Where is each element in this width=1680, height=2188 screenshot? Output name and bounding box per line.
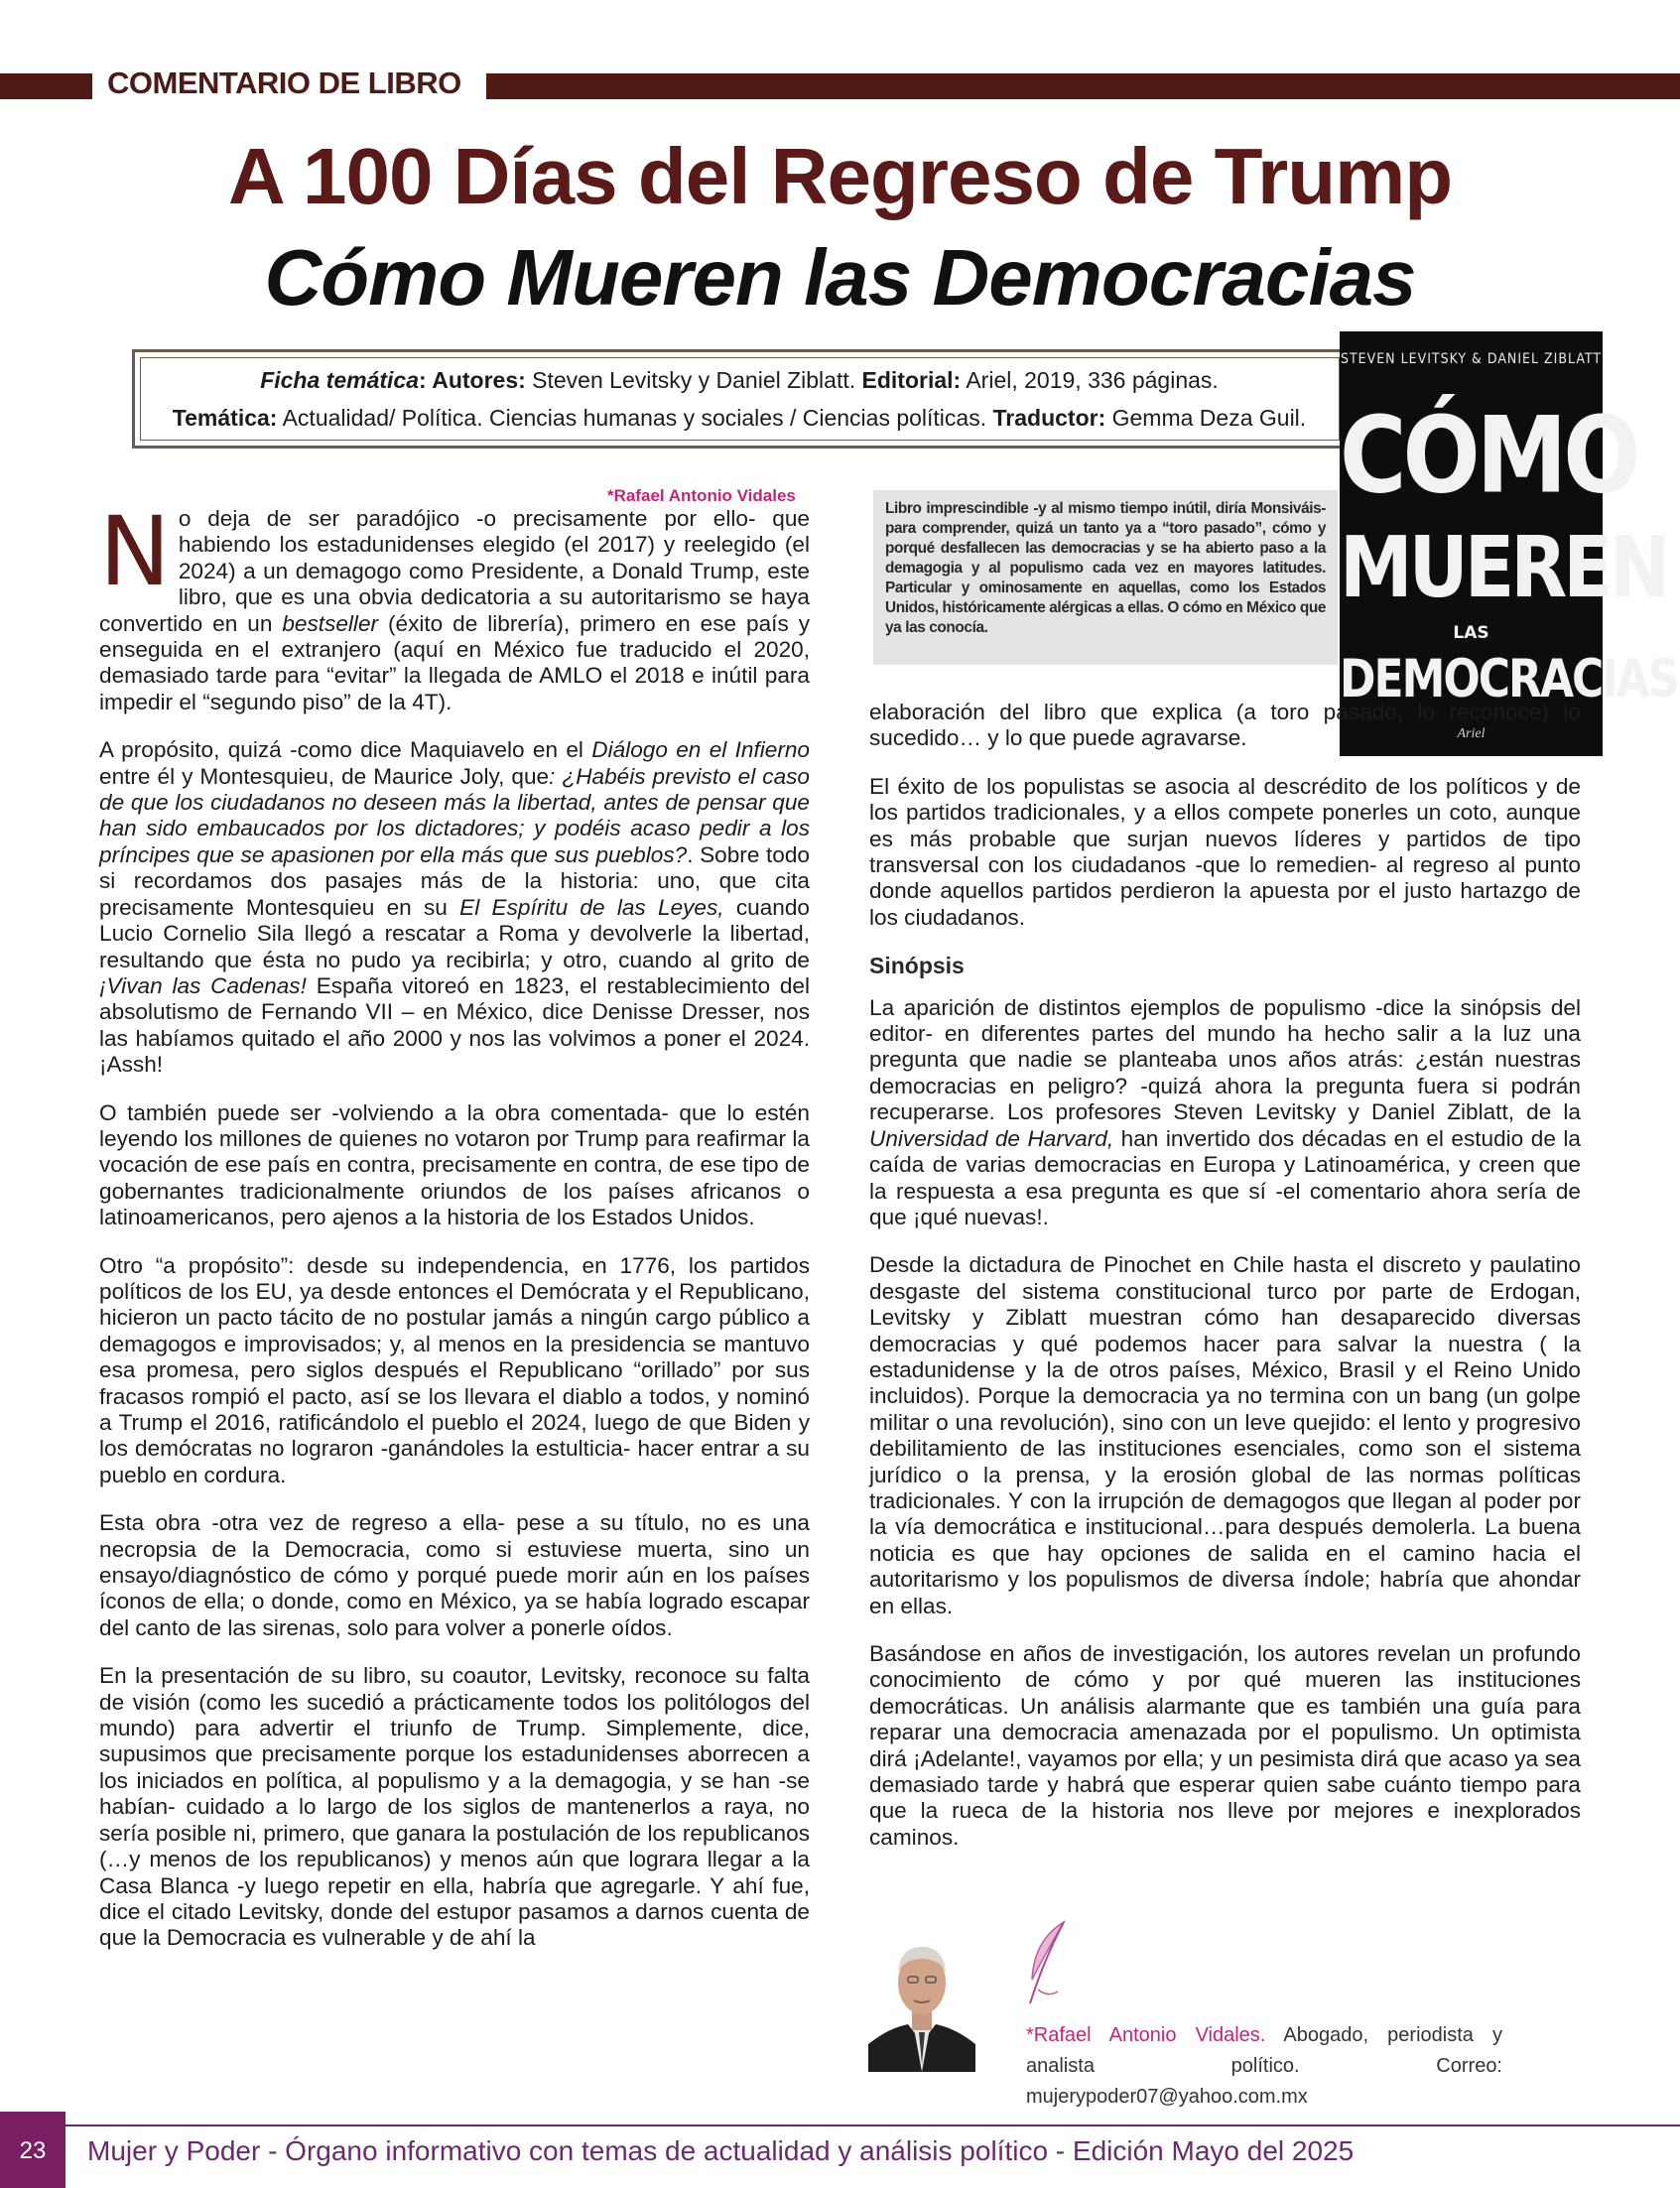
traductor-label: Traductor:: [992, 405, 1106, 431]
paragraph: Esta obra -otra vez de regreso a ella- pese a su título, no es una necropsia de la Democracia, como si estuviese muerta, sino un ensayo/diagnóstico de cómo y porqué puede morir aún en los países íconos de ella; o donde, como en México, ya se había logrado escapar del canto de las sirenas, solo para volver a ponerle oídos.: [99, 1510, 810, 1640]
left-column: [99, 496, 810, 1974]
cover-title-word-4: DEMOCRACIAS: [1340, 648, 1678, 709]
header-bar-left: [0, 73, 92, 99]
traductor-value: Gemma Deza Guil.: [1111, 405, 1307, 431]
paragraph: La aparición de distintos ejemplos de populismo -dice la sinópsis del editor- en diferentes partes del mundo ha hecho salir a la luz una pregunta que nadie se planteaba unos años atrás: ¿están nuestras democracias en peligro? -quizá ahora la pregunta fuera si podrán recuperarse. Los profesores Steven Levitsky y Daniel Ziblatt, de la Universidad de Harvard, han invertido dos décadas en el estudio de la caída de varias democracias en Europa y Latinoamérica, y creen que la respuesta a esa pregunta es que sí -el comentario ahora sería de que ¡qué nuevas!.: [869, 994, 1581, 1229]
feather-icon: [1024, 1920, 1072, 2009]
byline: *Rafael Antonio Vidales: [607, 486, 796, 505]
paragraph: En la presentación de su libro, su coautor, Levitsky, reconoce su falta de visión (como les sucedió a prácticamente todos los politólogos del mundo) para advertir el triunfo de Trump. Simplemente, dice, supusimos que precisamente porque los estadunidenses aborrecen a los iniciados en política, al populismo y a la demagogia, y se han -se habían- cuidado a lo largo de los siglos de mantenerlos a raya, no sería posible ni, primero, que ganara la postulación de los republicanos (…y menos de los republicanos) y menos aún que lograra llegar a la Casa Blanca -y luego repetir en ella, habría que agregarle. Y ahí fue, dice el citado Levitsky, donde del estupor pasamos a darnos cuenta de que la Democracia es vulnerable y de ahí la: [99, 1663, 810, 1951]
author-name: *Rafael Antonio Vidales.: [1026, 2024, 1266, 2046]
paragraph: El éxito de los populistas se asocia al descrédito de los políticos y de los partidos tradicionales, y a ellos compete ponerles un coto, aunque es más probable que surjan nuevos líderes y partidos de tipo transversal con los ciudadanos -que lo remedien- al regreso al punto donde aquellos partidos perdieron la apuesta por el justo hartazgo de los ciudadanos.: [869, 773, 1581, 930]
header-bar-right: [486, 73, 1680, 99]
editorial-value: Ariel, 2019, 336 páginas.: [966, 367, 1219, 393]
cover-publisher: Ariel: [1457, 726, 1486, 741]
footer-text: Mujer y Poder - Órgano informativo con temas de actualidad y análisis político - Edición Mayo del 2025: [87, 2135, 1355, 2166]
paragraph: elaboración del libro que explica (a toro pasado, lo reconoce) lo sucedido… y lo que puede agravarse.: [869, 700, 1581, 751]
ficha-line-1: Ficha temática: Autores: Steven Levitsky y Daniel Ziblatt. Editorial: Ariel, 2019, 336 páginas.: [260, 367, 1219, 393]
ficha-label: Ficha temática: [260, 367, 419, 393]
ficha-line-2: [139, 399, 1340, 437]
article-subtitle: Cómo Mueren las Democracias: [264, 233, 1416, 322]
paragraph: O también puede ser -volviendo a la obra comentada- que lo estén leyendo los millones de quienes no votaron por Trump para reafirmar la vocación de ese país en contra, precisamente en contra, de ese tipo de gobernantes tradicionalmente oriundos de los países africanos o latinoamericanos, pero ajenos a la historia de los Estados Unidos.: [99, 1099, 810, 1230]
author-description: Abogado, periodista y analista político. Correo: mujerypoder07@yahoo.com.mx: [1026, 2024, 1503, 2108]
editorial-label: Editorial:: [861, 367, 962, 393]
cover-authors: STEVEN LEVITSKY & DANIEL ZIBLATT: [1340, 351, 1603, 367]
autores-label: Autores:: [432, 367, 526, 393]
drop-cap: N: [99, 496, 171, 607]
cover-title-word-3: LAS: [1453, 623, 1489, 643]
paragraph: Desde la dictadura de Pinochet en Chile hasta el discreto y paulatino desgaste del sistema constitucional turco por parte de Erdogan, Levitsky y Ziblatt muestran cómo han desaparecido diversas democracias y qué podemos hacer para salvar la nuestra ( la estadunidense y la de otros países, México, Brasil y el Reino Unido incluidos). Porque la democracia ya no termina con un bang (un golpe militar o una revolución), sino con un leve quejido: el lento y progresivo debilitamiento de las instituciones esenciales, como son el sistema jurídico o la prensa, y la erosión global de las normas políticas tradicionales. Y con la irrupción de demagogos que llegan al poder por la vía democrática e institucional…para después demolerla. La buena noticia es que hay opciones de salida en el camino hacia el autoritarismo y los populismos de diversa índole; habría que ahondar en ellas.: [869, 1252, 1581, 1618]
cover-title-word-2: MUEREN: [1340, 518, 1667, 617]
article-title: A 100 Días del Regreso de Trump: [227, 132, 1453, 220]
paragraph: No deja de ser paradójico -o precisamente por ello- que habiendo los estadunidenses elegido (el 2017) y reelegido (el 2024) a un demagogo como Presidente, a Donald Trump, este libro, que es una obvia dedicatoria a su autoritarismo se haya convertido en un bestseller (éxito de librería), primero en ese país y enseguida en el extranjero (aquí en México fue traducido el 2020, demasiado tarde para “evitar” la llegada de AMLO el 2018 e inútil para impedir el “segundo piso” de la 4T).: [99, 496, 810, 714]
right-column: [869, 700, 1581, 1872]
footer-rule: [65, 2124, 1680, 2126]
author-photo: [868, 1925, 975, 2072]
cover-title-word-1: CÓMO: [1340, 394, 1637, 517]
paragraph: A propósito, quizá -como dice Maquiavelo en el Diálogo en el Infierno entre él y Montesquieu, de Maurice Joly, que: ¿Habéis previsto el caso de que los ciudadanos no deseen más la libertad, antes de pensar que han sido embaucados por los dictadores; y podéis acaso pedir a los príncipes que se apasionen por ella más que sus pueblos?. Sobre todo si recordamos dos pasajes más de la historia: uno, que cita precisamente Montesquieu en su El Espíritu de las Leyes, cuando Lucio Cornelio Sila llegó a rescatar a Roma y devolverle la libertad, resultando que ésta no pudo ya recibirla; y otro, cuando al grito de ¡Vivan las Cadenas! España vitoreó en 1823, el restablecimiento del absolutismo de Fernando VII – en México, dice Denisse Dresser, nos las habíamos quitado el año 2000 y nos las volvimos a poner el 2024. ¡Assh!: [99, 737, 810, 1078]
pull-quote: Libro imprescindible -y al mismo tiempo inútil, diría Monsiváis- para comprender, quizá un tanto ya a “toro pasado”, cómo y porqué desfallecen las democracias y se ha abierto paso a la demagogia y al populismo cada vez en mayores latitudes. Particular y ominosamente en aquellas, como los Estados Unidos, históricamente alérgicas a ellas. O cómo en México que ya las conocía.: [873, 490, 1338, 665]
paragraph: Basándose en años de investigación, los autores revelan un profundo conocimiento de cómo y por qué mueren las instituciones democráticas. Un análisis alarmante que es también una guía para reparar una democracia amenazada por el populismo. Un optimista dirá ¡Adelante!, vayamos por ella; y un pesimista dirá que acaso ya sea demasiado tarde y habrá que esperar quien sabe cuánto tiempo para que la rueca de la historia nos lleve por mejores e inexplorados caminos.: [869, 1641, 1581, 1850]
section-label: COMENTARIO DE LIBRO: [107, 65, 461, 100]
section-heading: Sinópsis: [869, 953, 965, 979]
autores-value: Steven Levitsky y Daniel Ziblatt.: [532, 367, 856, 393]
paragraph: Otro “a propósito”: desde su independencia, en 1776, los partidos políticos de los EU, ya desde entonces el Demócrata y el Republicano, hicieron un pacto tácito de no postular jamás a ningún cargo público a demagogos e improvisados; y, al menos en la presidencia se mantuvo esa promesa, pero siglos después el Republicano “orillado” por sus fracasos rompió el pacto, así se los llevara el diablo a todos, y nominó a Trump el 2016, ratificándolo el pueblo el 2024, luego de que Biden y los demócratas no lograron -ganándoles la estulticia- hacer entrar a su pueblo en cordura.: [99, 1252, 810, 1487]
author-note: [1026, 2020, 1502, 2113]
tematica-value: Actualidad/ Política. Ciencias humanas y sociales / Ciencias políticas.: [282, 405, 987, 431]
tematica-label: Temática:: [172, 405, 278, 431]
page-number: 23: [19, 2137, 47, 2164]
